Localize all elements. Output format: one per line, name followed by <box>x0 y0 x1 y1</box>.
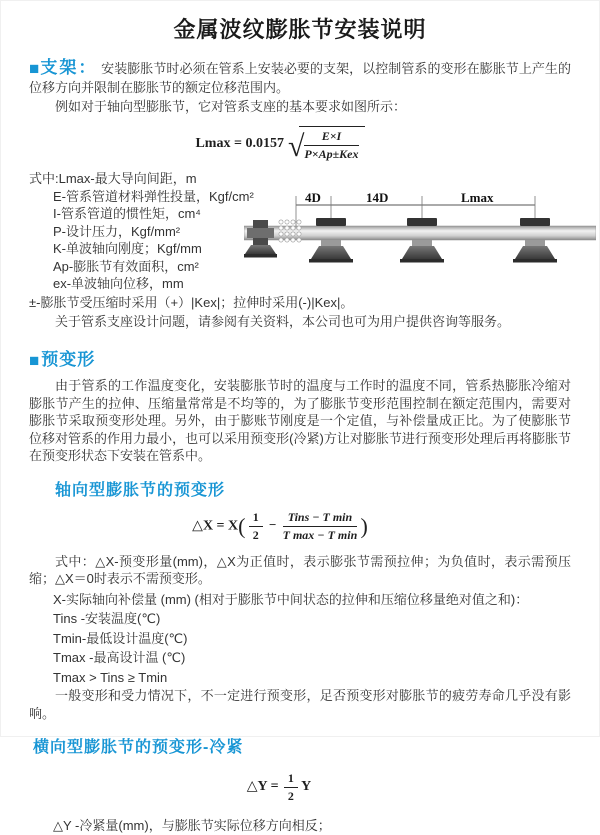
axial-formula-half-den: 2 <box>252 527 259 542</box>
lmax-formula <box>29 126 531 162</box>
plusminus-note: ±-膨胀节受压缩时采用（+）|Kex|；拉伸时采用(-)|Kex|。 <box>29 294 354 310</box>
axial-definitions <box>29 590 571 688</box>
diagram-dim-label-lmax: Lmax <box>461 191 494 205</box>
definition-line: 式中:Lmax-最大导向间距，m <box>29 171 197 186</box>
section-square-icon: ■ <box>29 59 40 78</box>
lateral-formula-rhs: Y <box>301 779 312 795</box>
lmax-formula-denominator: P×Ap±Kex <box>304 147 359 161</box>
definition-line: K-单波轴向刚度；Kgf/mm <box>53 241 202 256</box>
axial-note: 一般变形和受力情况下，不一定进行预变形，足否预变形对膨胀节的疲劳寿命几乎没有影响。 <box>29 688 571 721</box>
axial-formula-temp-num: Tins − T min <box>283 510 358 527</box>
axial-explanation: 式中：△X-预变形量(mm)，△X为正值时，表示膨张节需预拉伸；为负值时，表示需预压缩；△X＝0时表示不需预变形。 <box>29 553 571 586</box>
support-example-line: 例如对于轴向型膨胀节，它对管系支座的基本要求如图所示： <box>55 99 407 114</box>
support-intro-paragraph <box>29 58 571 97</box>
definition-line: ex-单波轴向位移，mm <box>53 276 184 291</box>
axial-formula-temp-den: T max − T min <box>282 527 358 542</box>
support-section-heading: 支架： <box>40 58 98 77</box>
definition-line: Tmin-最低设计温度(℃) <box>53 630 188 646</box>
definition-line: X-实际轴向补偿量 (mm) (相对于膨胀节中间状态的拉伸和压缩位移量绝对值之和)： <box>53 591 529 607</box>
left-paren: ( <box>238 513 246 538</box>
definition-line: P-设计压力，Kgf/mm² <box>53 223 181 239</box>
lateral-note: △Y -冷紧量(mm)，与膨胀节实际位移方向相反； <box>53 818 331 833</box>
definition-line: Tmax > Tins ≥ Tmin <box>53 669 168 685</box>
minus-sign: − <box>268 516 277 532</box>
predeform-paragraph: 由于管系的工作温度变化，安装膨胀节时的温度与工作时的温度不同，管系热膨胀冷缩对膨胀节产生的拉伸、压缩量常常是不均等的，为了膨胀节变形范围控制在额定范围内，需要对膨胀节采取预变形处理。另外，由于膨账节刚度是一个定值，与补偿量成正比。为了使膨胀节位移对管系的作用力最小，也可以采用预变形(冷紧)方让对膨胀节进行预变形处理后再将膨胀节在预变形状态下安装在管系中。 <box>29 378 571 463</box>
lateral-formula-half-den: 2 <box>287 789 294 803</box>
support-intro-text: 安装膨胀节时必须在管系上安装必要的支架，以控制管系的变形在膨胀节上产生的位移方向并限制在膨胀节的额定位移范围内。 <box>29 61 571 95</box>
definition-line: E-管系管道材料弹性投量，Kgf/cm² <box>53 188 254 204</box>
lmax-formula-numerator: E×I <box>304 129 358 146</box>
definition-line: Tins -安装温度(℃) <box>53 611 161 626</box>
lateral-formula-lhs: △Y = <box>246 779 279 795</box>
predeform-heading-text: 预变形 <box>41 350 96 369</box>
pipe-support-diagram <box>244 191 596 269</box>
predeform-section-heading <box>29 345 571 371</box>
consult-note: 关于管系支座设计问题，请参阅有关资料，本公司也可为用户提供咨询等服务。 <box>55 314 511 329</box>
axial-formula-half-num: 1 <box>249 510 263 527</box>
axial-subsection-heading: 轴向型膨胀节的预变形 <box>55 481 226 499</box>
definition-line: Tmax -最高设计温 (℃) <box>53 650 186 665</box>
diagram-dim-label-4d: 4D <box>305 191 321 205</box>
right-paren: ) <box>360 513 368 538</box>
sqrt-symbol-icon: √ <box>287 130 305 163</box>
lateral-coldpull-formula <box>29 771 531 804</box>
section-square-icon: ■ <box>29 351 41 370</box>
definition-line: I-管系管道的惯性矩，cm⁴ <box>53 206 201 221</box>
axial-predeform-formula <box>29 510 531 543</box>
page-title: 金属波纹膨胀节安装说明 <box>173 17 427 42</box>
axial-formula-lhs: △X = X <box>192 517 239 533</box>
diagram-dim-label-14d: 14D <box>366 191 389 205</box>
lateral-subsection-heading: 横向型膨胀节的预变形-冷紧 <box>33 739 244 756</box>
definition-line: Ap-膨胀节有效面积，cm² <box>53 258 199 274</box>
lmax-formula-lhs: Lmax = 0.0157 <box>195 135 284 151</box>
lateral-formula-half-num: 1 <box>284 771 298 788</box>
